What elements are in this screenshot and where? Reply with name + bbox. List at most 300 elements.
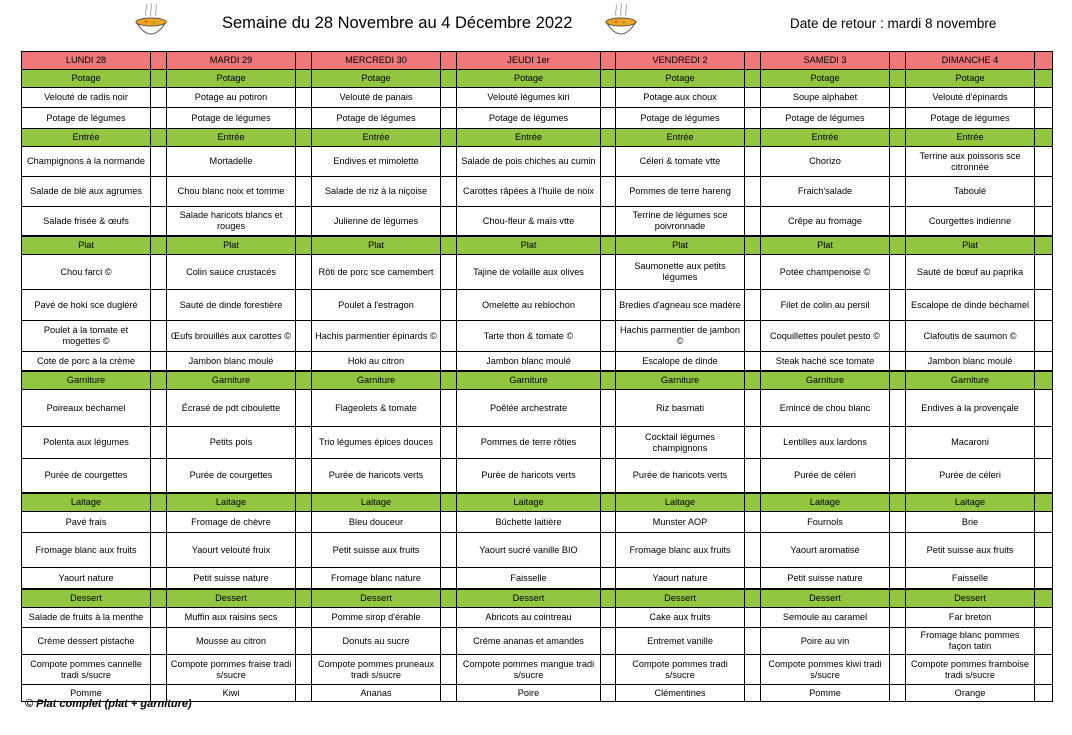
- empty-cell: [441, 608, 457, 628]
- section-label: Laitage: [761, 493, 890, 512]
- dish-cell: Œufs brouillés aux carottes ©: [167, 321, 296, 352]
- dish-cell: Escalope de dinde béchamel: [906, 290, 1035, 321]
- empty-cell: [296, 512, 312, 533]
- dish-cell: Mortadelle: [167, 147, 296, 177]
- empty-cell: [745, 533, 761, 568]
- dish-cell: Potage aux choux: [616, 88, 745, 108]
- dish-cell: Potage de légumes: [167, 108, 296, 129]
- empty-cell: [151, 52, 167, 70]
- dish-cell: Jambon blanc moulé: [906, 352, 1035, 372]
- dish-cell: Poire au vin: [761, 628, 890, 655]
- dish-cell: Compote pommes kiwi tradi s/sucre: [761, 655, 890, 685]
- soup-bowl-icon: [134, 2, 168, 44]
- empty-cell: [890, 321, 906, 352]
- dish-cell: Purée de haricots verts: [457, 459, 601, 494]
- section-label: Potage: [167, 70, 296, 88]
- dish-cell: Pommes de terre rôties: [457, 427, 601, 459]
- empty-cell: [1035, 88, 1053, 108]
- empty-cell: [601, 177, 616, 207]
- empty-cell: [890, 147, 906, 177]
- empty-cell: [296, 290, 312, 321]
- menu-row: [22, 290, 1053, 321]
- empty-cell: [441, 236, 457, 255]
- dish-cell: Saumonette aux petits légumes: [616, 255, 745, 290]
- dish-cell: Chou blanc noix et tomme: [167, 177, 296, 207]
- empty-cell: [441, 207, 457, 237]
- empty-cell: [151, 493, 167, 512]
- empty-cell: [890, 628, 906, 655]
- empty-cell: [745, 568, 761, 590]
- day-header-row: [22, 52, 1053, 70]
- empty-cell: [296, 371, 312, 390]
- dish-cell: Yaourt velouté fruix: [167, 533, 296, 568]
- dish-cell: Terrine aux poissons sce citronnée: [906, 147, 1035, 177]
- empty-cell: [441, 352, 457, 372]
- empty-cell: [296, 207, 312, 237]
- empty-cell: [890, 390, 906, 427]
- empty-cell: [601, 236, 616, 255]
- section-label: Entrée: [457, 129, 601, 147]
- empty-cell: [601, 533, 616, 568]
- empty-cell: [441, 427, 457, 459]
- empty-cell: [151, 70, 167, 88]
- dish-cell: Cocktail légumes champignons: [616, 427, 745, 459]
- empty-cell: [296, 52, 312, 70]
- empty-cell: [296, 589, 312, 608]
- section-label: Dessert: [761, 589, 890, 608]
- section-label: Entrée: [616, 129, 745, 147]
- dish-cell: Velouté de radis noir: [22, 88, 151, 108]
- dish-cell: Ananas: [312, 685, 441, 702]
- dish-cell: Petit suisse nature: [761, 568, 890, 590]
- empty-cell: [1035, 512, 1053, 533]
- dish-cell: Petit suisse nature: [167, 568, 296, 590]
- dish-cell: Purée de haricots verts: [312, 459, 441, 494]
- empty-cell: [1035, 236, 1053, 255]
- empty-cell: [296, 459, 312, 494]
- menu-row: [22, 655, 1053, 685]
- empty-cell: [151, 236, 167, 255]
- dish-cell: Escalope de dinde: [616, 352, 745, 372]
- empty-cell: [601, 352, 616, 372]
- empty-cell: [601, 608, 616, 628]
- empty-cell: [890, 533, 906, 568]
- dish-cell: Flageolets & tomate: [312, 390, 441, 427]
- dish-cell: Potage de légumes: [457, 108, 601, 129]
- empty-cell: [1035, 628, 1053, 655]
- empty-cell: [745, 352, 761, 372]
- empty-cell: [890, 255, 906, 290]
- section-label: Laitage: [906, 493, 1035, 512]
- empty-cell: [296, 108, 312, 129]
- empty-cell: [601, 628, 616, 655]
- empty-cell: [151, 628, 167, 655]
- soup-bowl-icon: [604, 2, 638, 44]
- dish-cell: Orange: [906, 685, 1035, 702]
- dish-cell: Yaourt sucré vanille BIO: [457, 533, 601, 568]
- empty-cell: [441, 52, 457, 70]
- empty-cell: [151, 255, 167, 290]
- dish-cell: Endives et mimolette: [312, 147, 441, 177]
- dish-cell: Petits pois: [167, 427, 296, 459]
- menu-row: [22, 321, 1053, 352]
- dish-cell: Pomme: [761, 685, 890, 702]
- section-label: Laitage: [22, 493, 151, 512]
- empty-cell: [745, 177, 761, 207]
- section-label: Plat: [167, 236, 296, 255]
- empty-cell: [890, 352, 906, 372]
- empty-cell: [1035, 290, 1053, 321]
- empty-cell: [296, 655, 312, 685]
- empty-cell: [441, 568, 457, 590]
- empty-cell: [601, 52, 616, 70]
- empty-cell: [151, 108, 167, 129]
- empty-cell: [151, 655, 167, 685]
- empty-cell: [296, 685, 312, 702]
- empty-cell: [601, 371, 616, 390]
- section-label: Garniture: [457, 371, 601, 390]
- dish-cell: Bleu douceur: [312, 512, 441, 533]
- empty-cell: [601, 568, 616, 590]
- empty-cell: [601, 88, 616, 108]
- dish-cell: Purée de courgettes: [167, 459, 296, 494]
- footnote: © Plat complet (plat + garniture): [25, 698, 192, 710]
- menu-row: [22, 608, 1053, 628]
- menu-row: [22, 207, 1053, 237]
- empty-cell: [601, 321, 616, 352]
- empty-cell: [441, 129, 457, 147]
- dish-cell: Faisselle: [457, 568, 601, 590]
- empty-cell: [745, 608, 761, 628]
- empty-cell: [745, 255, 761, 290]
- empty-cell: [441, 390, 457, 427]
- section-label: Entrée: [22, 129, 151, 147]
- empty-cell: [441, 371, 457, 390]
- empty-cell: [296, 177, 312, 207]
- empty-cell: [601, 459, 616, 494]
- empty-cell: [1035, 129, 1053, 147]
- empty-cell: [296, 321, 312, 352]
- empty-cell: [601, 290, 616, 321]
- dish-cell: Compote pommes fraise tradi s/sucre: [167, 655, 296, 685]
- dish-cell: Velouté d'épinards: [906, 88, 1035, 108]
- empty-cell: [1035, 371, 1053, 390]
- dish-cell: Hachis parmentier de jambon ©: [616, 321, 745, 352]
- dish-cell: Velouté légumes kiri: [457, 88, 601, 108]
- empty-cell: [441, 108, 457, 129]
- empty-cell: [151, 512, 167, 533]
- dish-cell: Crêpe au fromage: [761, 207, 890, 237]
- empty-cell: [1035, 533, 1053, 568]
- dish-cell: Faisselle: [906, 568, 1035, 590]
- day-header-cell: MERCREDI 30: [312, 52, 441, 70]
- dish-cell: Fromage de chèvre: [167, 512, 296, 533]
- empty-cell: [151, 147, 167, 177]
- dish-cell: Entremet vanille: [616, 628, 745, 655]
- menu-row: [22, 88, 1053, 108]
- dish-cell: Purée de haricots verts: [616, 459, 745, 494]
- dish-cell: Bredies d'agneau sce madère: [616, 290, 745, 321]
- empty-cell: [1035, 108, 1053, 129]
- empty-cell: [1035, 352, 1053, 372]
- dish-cell: Taboulé: [906, 177, 1035, 207]
- section-label: Garniture: [22, 371, 151, 390]
- dish-cell: Polenta aux légumes: [22, 427, 151, 459]
- day-header-cell: SAMEDI 3: [761, 52, 890, 70]
- empty-cell: [890, 685, 906, 702]
- dish-cell: Compote pommes tradi s/sucre: [616, 655, 745, 685]
- section-label: Laitage: [616, 493, 745, 512]
- dish-cell: Pomme sirop d'érable: [312, 608, 441, 628]
- dish-cell: Fromage blanc aux fruits: [22, 533, 151, 568]
- empty-cell: [745, 427, 761, 459]
- dish-cell: Yaourt nature: [22, 568, 151, 590]
- empty-cell: [151, 459, 167, 494]
- empty-cell: [890, 177, 906, 207]
- empty-cell: [296, 352, 312, 372]
- empty-cell: [1035, 427, 1053, 459]
- dish-cell: Poireaux béchamel: [22, 390, 151, 427]
- empty-cell: [890, 207, 906, 237]
- dish-cell: Cake aux fruits: [616, 608, 745, 628]
- menu-row: [22, 568, 1053, 590]
- dish-cell: Fromage blanc nature: [312, 568, 441, 590]
- empty-cell: [1035, 685, 1053, 702]
- empty-cell: [745, 628, 761, 655]
- dish-cell: Hoki au citron: [312, 352, 441, 372]
- dish-cell: Abricots au cointreau: [457, 608, 601, 628]
- section-label: Dessert: [312, 589, 441, 608]
- section-header-row: [22, 371, 1053, 390]
- dish-cell: Potée champenoise ©: [761, 255, 890, 290]
- dish-cell: Chou farci ©: [22, 255, 151, 290]
- empty-cell: [890, 52, 906, 70]
- dish-cell: Brie: [906, 512, 1035, 533]
- menu-row: [22, 459, 1053, 494]
- dish-cell: Emincé de chou blanc: [761, 390, 890, 427]
- empty-cell: [601, 390, 616, 427]
- dish-cell: Salade frisée & œufs: [22, 207, 151, 237]
- empty-cell: [151, 371, 167, 390]
- empty-cell: [601, 129, 616, 147]
- empty-cell: [1035, 147, 1053, 177]
- dish-cell: Semoule au caramel: [761, 608, 890, 628]
- empty-cell: [1035, 321, 1053, 352]
- empty-cell: [890, 427, 906, 459]
- dish-cell: Potage de légumes: [616, 108, 745, 129]
- dish-cell: Écrasé de pdt ciboulette: [167, 390, 296, 427]
- empty-cell: [1035, 459, 1053, 494]
- dish-cell: Purée de céleri: [761, 459, 890, 494]
- dish-cell: Purée de courgettes: [22, 459, 151, 494]
- empty-cell: [601, 685, 616, 702]
- empty-cell: [296, 129, 312, 147]
- menu-row: [22, 177, 1053, 207]
- empty-cell: [1035, 177, 1053, 207]
- day-header-cell: DIMANCHE 4: [906, 52, 1035, 70]
- empty-cell: [890, 589, 906, 608]
- empty-cell: [745, 108, 761, 129]
- empty-cell: [601, 493, 616, 512]
- section-label: Garniture: [761, 371, 890, 390]
- weekly-menu-table: [21, 51, 1053, 702]
- dish-cell: Compote pommes framboise tradi s/sucre: [906, 655, 1035, 685]
- empty-cell: [296, 628, 312, 655]
- dish-cell: Mousse au citron: [167, 628, 296, 655]
- empty-cell: [601, 108, 616, 129]
- empty-cell: [441, 255, 457, 290]
- empty-cell: [601, 512, 616, 533]
- menu-row: [22, 427, 1053, 459]
- empty-cell: [441, 655, 457, 685]
- empty-cell: [890, 129, 906, 147]
- empty-cell: [151, 321, 167, 352]
- section-label: Entrée: [167, 129, 296, 147]
- empty-cell: [441, 533, 457, 568]
- dish-cell: Soupe alphabet: [761, 88, 890, 108]
- dish-cell: Kiwi: [167, 685, 296, 702]
- menu-row: [22, 512, 1053, 533]
- dish-cell: Fromage blanc aux fruits: [616, 533, 745, 568]
- day-header-cell: LUNDI 28: [22, 52, 151, 70]
- empty-cell: [441, 147, 457, 177]
- empty-cell: [745, 371, 761, 390]
- dish-cell: Crème dessert pistache: [22, 628, 151, 655]
- day-header-cell: MARDI 29: [167, 52, 296, 70]
- empty-cell: [441, 589, 457, 608]
- section-label: Laitage: [167, 493, 296, 512]
- dish-cell: Poulet à l'estragon: [312, 290, 441, 321]
- dish-cell: Potage de légumes: [906, 108, 1035, 129]
- section-label: Dessert: [616, 589, 745, 608]
- empty-cell: [441, 628, 457, 655]
- dish-cell: Sauté de bœuf au paprika: [906, 255, 1035, 290]
- dish-cell: Pommes de terre hareng: [616, 177, 745, 207]
- dish-cell: Potage de légumes: [22, 108, 151, 129]
- dish-cell: Omelette au reblochon: [457, 290, 601, 321]
- empty-cell: [890, 70, 906, 88]
- dish-cell: Clafoutis de saumon ©: [906, 321, 1035, 352]
- dish-cell: Clémentines: [616, 685, 745, 702]
- section-label: Plat: [312, 236, 441, 255]
- empty-cell: [1035, 655, 1053, 685]
- section-label: Laitage: [457, 493, 601, 512]
- empty-cell: [441, 177, 457, 207]
- dish-cell: Filet de colin au persil: [761, 290, 890, 321]
- section-header-row: [22, 589, 1053, 608]
- dish-cell: Pavé de hoki sce dugléré: [22, 290, 151, 321]
- empty-cell: [296, 147, 312, 177]
- empty-cell: [441, 321, 457, 352]
- dish-cell: Purée de céleri: [906, 459, 1035, 494]
- dish-cell: Petit suisse aux fruits: [906, 533, 1035, 568]
- dish-cell: Macaroni: [906, 427, 1035, 459]
- empty-cell: [745, 236, 761, 255]
- dish-cell: Munster AOP: [616, 512, 745, 533]
- section-label: Potage: [616, 70, 745, 88]
- dish-cell: Hachis parmentier épinards ©: [312, 321, 441, 352]
- dish-cell: Far breton: [906, 608, 1035, 628]
- page-header: [0, 0, 1072, 50]
- section-header-row: [22, 236, 1053, 255]
- empty-cell: [441, 459, 457, 494]
- dish-cell: Tarte thon & tomate ©: [457, 321, 601, 352]
- dish-cell: Yaourt nature: [616, 568, 745, 590]
- dish-cell: Endives à la provençale: [906, 390, 1035, 427]
- dish-cell: Tajine de volaille aux olives: [457, 255, 601, 290]
- section-label: Dessert: [457, 589, 601, 608]
- dish-cell: Potage de légumes: [761, 108, 890, 129]
- empty-cell: [441, 70, 457, 88]
- dish-cell: Jambon blanc moulé: [457, 352, 601, 372]
- empty-cell: [890, 290, 906, 321]
- dish-cell: Fraich'salade: [761, 177, 890, 207]
- section-label: Entrée: [312, 129, 441, 147]
- empty-cell: [745, 88, 761, 108]
- empty-cell: [296, 88, 312, 108]
- section-label: Garniture: [616, 371, 745, 390]
- empty-cell: [151, 427, 167, 459]
- dish-cell: Fournols: [761, 512, 890, 533]
- empty-cell: [890, 568, 906, 590]
- dish-cell: Bûchette laitière: [457, 512, 601, 533]
- empty-cell: [890, 493, 906, 512]
- dish-cell: Petit suisse aux fruits: [312, 533, 441, 568]
- dish-cell: Julienne de légumes: [312, 207, 441, 237]
- dish-cell: Potage au potiron: [167, 88, 296, 108]
- empty-cell: [601, 589, 616, 608]
- empty-cell: [296, 390, 312, 427]
- empty-cell: [151, 568, 167, 590]
- dish-cell: Yaourt aromatisé: [761, 533, 890, 568]
- empty-cell: [151, 290, 167, 321]
- section-label: Potage: [22, 70, 151, 88]
- dish-cell: Fromage blanc pommes façon tatin: [906, 628, 1035, 655]
- menu-row: [22, 147, 1053, 177]
- section-header-row: [22, 70, 1053, 88]
- section-label: Garniture: [312, 371, 441, 390]
- empty-cell: [151, 88, 167, 108]
- dish-cell: Champignons à la normande: [22, 147, 151, 177]
- dish-cell: Terrine de légumes sce poivronnade: [616, 207, 745, 237]
- dish-cell: Cote de porc à la crème: [22, 352, 151, 372]
- empty-cell: [745, 493, 761, 512]
- empty-cell: [745, 685, 761, 702]
- section-label: Garniture: [167, 371, 296, 390]
- section-label: Garniture: [906, 371, 1035, 390]
- empty-cell: [151, 589, 167, 608]
- empty-cell: [151, 177, 167, 207]
- dish-cell: Pomme: [22, 685, 151, 702]
- dish-cell: Potage de légumes: [312, 108, 441, 129]
- empty-cell: [745, 589, 761, 608]
- menu-row: [22, 352, 1053, 372]
- empty-cell: [745, 52, 761, 70]
- empty-cell: [1035, 390, 1053, 427]
- empty-cell: [151, 533, 167, 568]
- empty-cell: [601, 655, 616, 685]
- empty-cell: [601, 147, 616, 177]
- section-label: Plat: [761, 236, 890, 255]
- empty-cell: [441, 493, 457, 512]
- dish-cell: Salade haricots blancs et rouges: [167, 207, 296, 237]
- section-label: Plat: [22, 236, 151, 255]
- dish-cell: Chorizo: [761, 147, 890, 177]
- dish-cell: Salade de riz à la niçoise: [312, 177, 441, 207]
- section-label: Potage: [457, 70, 601, 88]
- empty-cell: [151, 129, 167, 147]
- section-label: Plat: [616, 236, 745, 255]
